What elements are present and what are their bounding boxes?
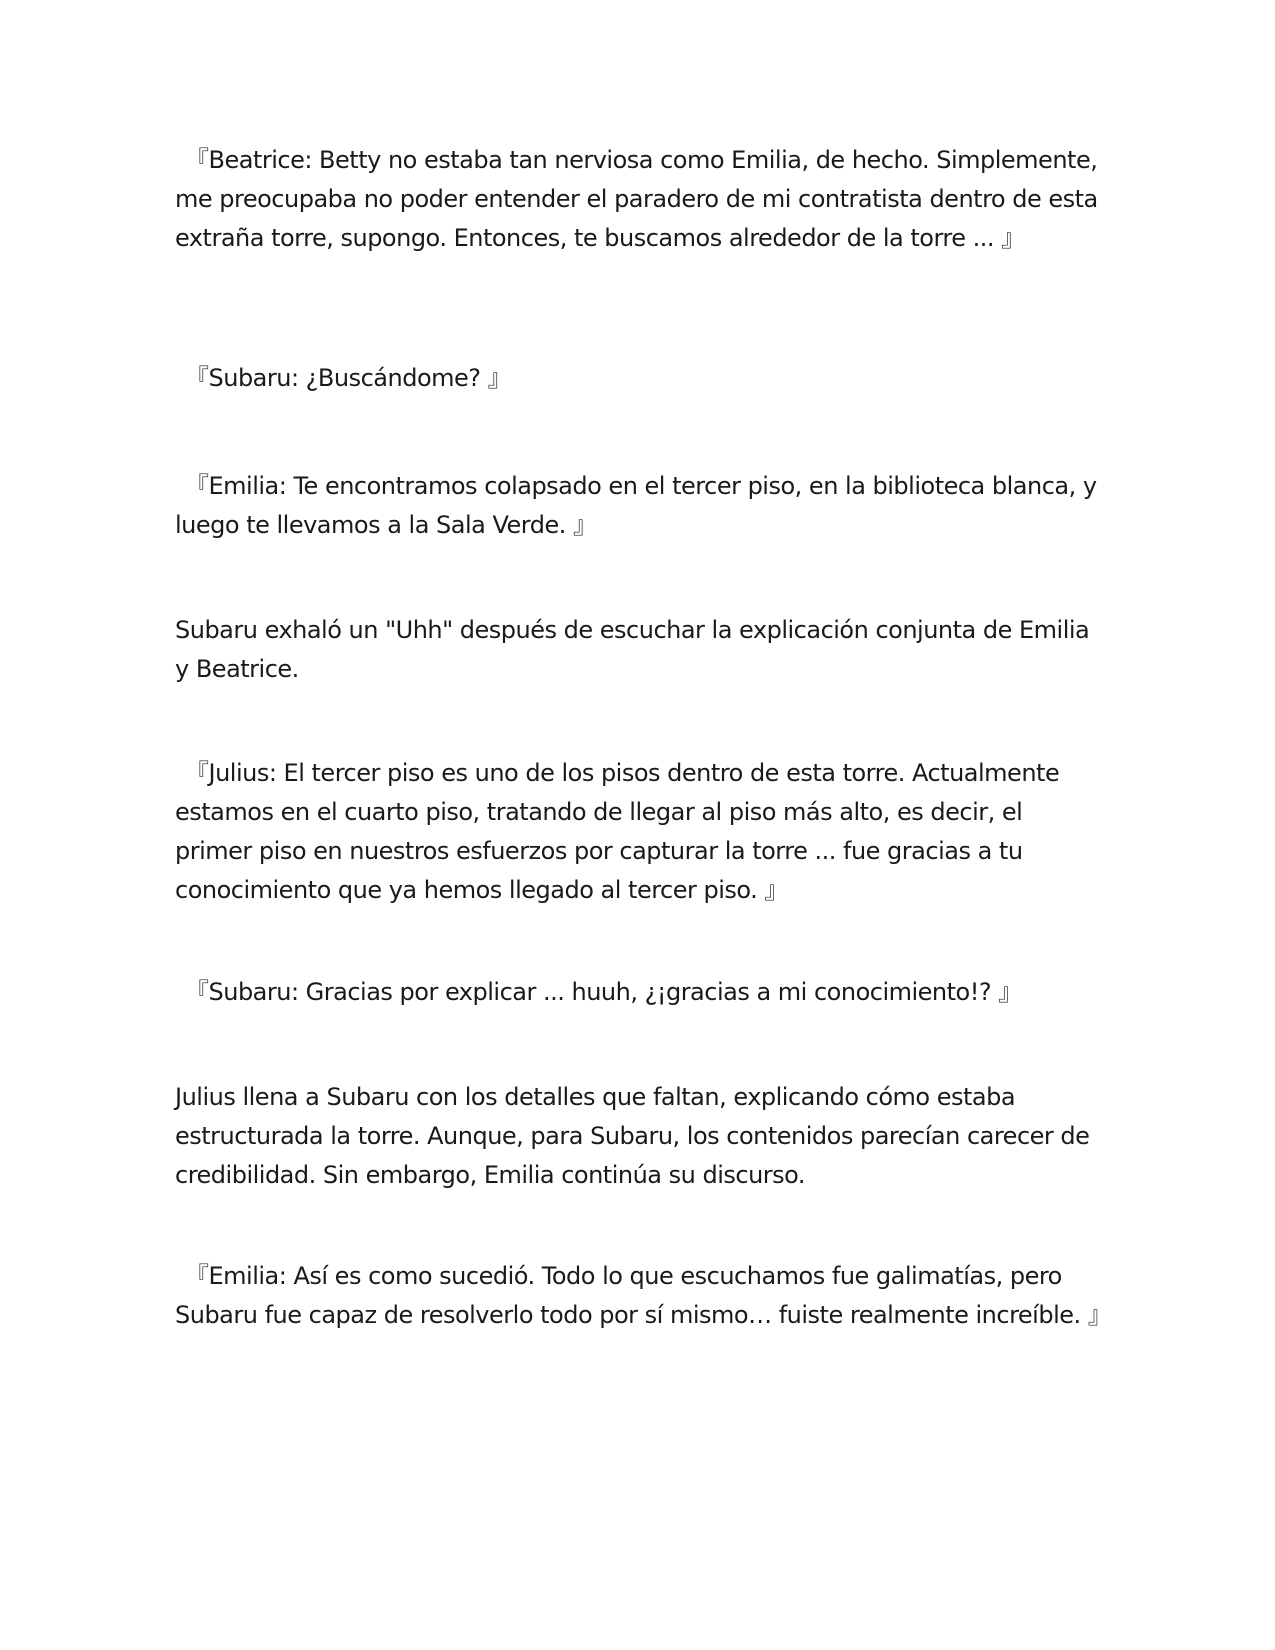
paragraph-emilia-dialogue: 『Emilia: Así es como sucedió. Todo lo que escuchamos fue galimatías, pero Subaru fue capaz de resolverlo todo por sí mismo… fuiste realmente increíble. 』 [175, 1262, 1112, 1329]
paragraph-julius-dialogue: 『Julius: El tercer piso es uno de los pisos dentro de esta torre. Actualmente estamos en el cuarto piso, tratando de llegar al piso más alto, es decir, el primer piso en nuestros esfuerzos por capturar la torre ... fue gracias a tu conocimiento que ya hemos llegado al tercer piso. 』 [175, 759, 1060, 904]
paragraph-subaru-dialogue: 『Subaru: ¿Buscándome? 』 [185, 364, 512, 392]
paragraph-narration: Julius llena a Subaru con los detalles que faltan, explicando cómo estaba estructurada la torre. Aunque, para Subaru, los contenidos parecían carecer de credibilidad. Sin embargo, Emilia continúa su discurso. [175, 1083, 1090, 1189]
paragraph-emilia-dialogue: 『Emilia: Te encontramos colapsado en el tercer piso, en la biblioteca blanca, y luego te llevamos a la Sala Verde. 』 [175, 472, 1097, 539]
paragraph-beatrice-dialogue: 『Beatrice: Betty no estaba tan nerviosa como Emilia, de hecho. Simplemente, me preocupaba no poder entender el paradero de mi contratista dentro de esta extraña torre, supongo. Entonces, te buscamos alrededor de la torre ... 』 [175, 146, 1098, 252]
paragraph-subaru-dialogue: 『Subaru: Gracias por explicar ... huuh, ¿¡gracias a mi conocimiento!? 』 [185, 978, 1022, 1006]
paragraph-narration: Subaru exhaló un "Uhh" después de escuchar la explicación conjunta de Emilia y Beatrice. [175, 616, 1090, 683]
